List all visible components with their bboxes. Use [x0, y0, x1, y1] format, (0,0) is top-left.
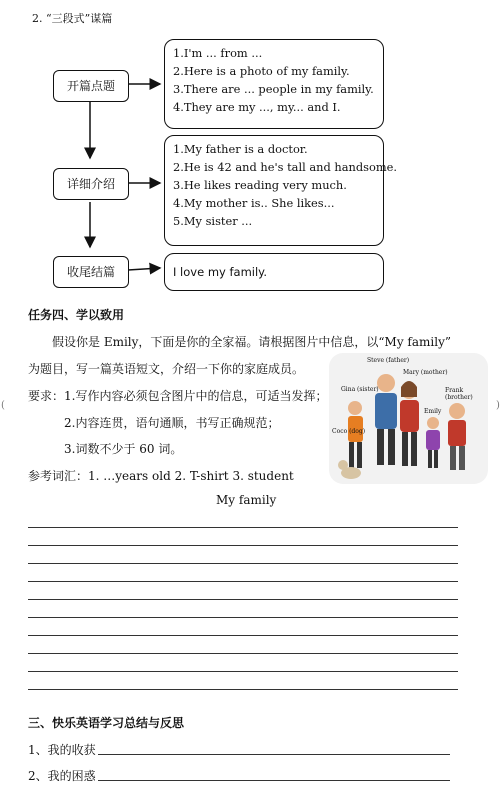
- writing-line[interactable]: [28, 635, 458, 636]
- writing-line[interactable]: [28, 545, 458, 546]
- detail-sentences-box: [164, 135, 398, 246]
- writing-line[interactable]: [28, 599, 458, 600]
- photo-label-brother: Frank (brother): [445, 387, 473, 401]
- detail-line: 2.He is 42 and he's tall and handsome.: [173, 160, 398, 174]
- reflection-gains-line[interactable]: [98, 754, 450, 755]
- writing-line[interactable]: [28, 563, 458, 564]
- task4-requirement: 2.内容连贯，语句通顺，书写正确规范；: [64, 416, 280, 430]
- detail-line: 3.He likes reading very much.: [173, 178, 347, 192]
- opening-line: 2.Here is a photo of my family.: [173, 64, 350, 78]
- section-heading: 2. “三段式”谋篇: [32, 12, 113, 25]
- writing-line[interactable]: [28, 527, 458, 528]
- writing-line[interactable]: [28, 617, 458, 618]
- photo-label-father: Steve (father): [367, 357, 410, 364]
- task4-requirement: 3.词数不少于 60 词。: [64, 442, 183, 456]
- reflection-confusion-label: 2、我的困惑: [28, 769, 96, 783]
- flow-node-closing: 收尾结篇: [53, 256, 129, 288]
- detail-line: 4.My mother is.. She likes...: [173, 196, 335, 210]
- task4-requirement: 要求：1.写作内容必须包含图片中的信息，可适当发挥；: [28, 389, 328, 403]
- closing-sentence-box: [164, 253, 384, 291]
- detail-line: 1.My father is a doctor.: [173, 142, 308, 156]
- photo-label-dog: Coco (dog): [332, 428, 366, 435]
- opening-sentences-box: [164, 39, 384, 129]
- task4-paragraph: 假设你是 Emily，下面是你的全家福。请根据图片中信息，以“My family”: [52, 335, 451, 349]
- photo-label-emily: Emily: [424, 408, 442, 415]
- task4-title: 任务四、学以致用: [28, 308, 125, 322]
- detail-line: 5.My sister ...: [173, 214, 253, 228]
- photo-label-sister: Gina (sister): [341, 386, 379, 393]
- photo-label-mother: Mary (mother): [403, 369, 448, 376]
- task4-vocab: 参考词汇：1. …years old 2. T-shirt 3. student: [28, 469, 294, 483]
- reflection-confusion-line[interactable]: [98, 780, 450, 781]
- opening-line: 3.There are ... people in my family.: [173, 82, 374, 96]
- opening-line: 1.I'm ... from ...: [173, 46, 263, 60]
- writing-line[interactable]: [28, 671, 458, 672]
- opening-line: 4.They are my ..., my... and I.: [173, 100, 341, 114]
- writing-line[interactable]: [28, 581, 458, 582]
- writing-line[interactable]: [28, 689, 458, 690]
- section3-title: 三、快乐英语学习总结与反思: [28, 716, 185, 730]
- writing-line[interactable]: [28, 653, 458, 654]
- task4-paragraph: 为题目，写一篇英语短文，介绍一下你的家庭成员。: [28, 362, 305, 376]
- flow-node-detail: 详细介绍: [53, 168, 129, 200]
- family-photo: [329, 353, 488, 484]
- essay-title: My family: [216, 493, 277, 507]
- closing-line: I love my family.: [173, 265, 267, 279]
- side-mark-right: ): [496, 400, 500, 411]
- flow-node-opening: 开篇点题: [53, 70, 129, 102]
- reflection-gains-label: 1、我的收获: [28, 743, 96, 757]
- side-mark-left: (: [1, 400, 5, 411]
